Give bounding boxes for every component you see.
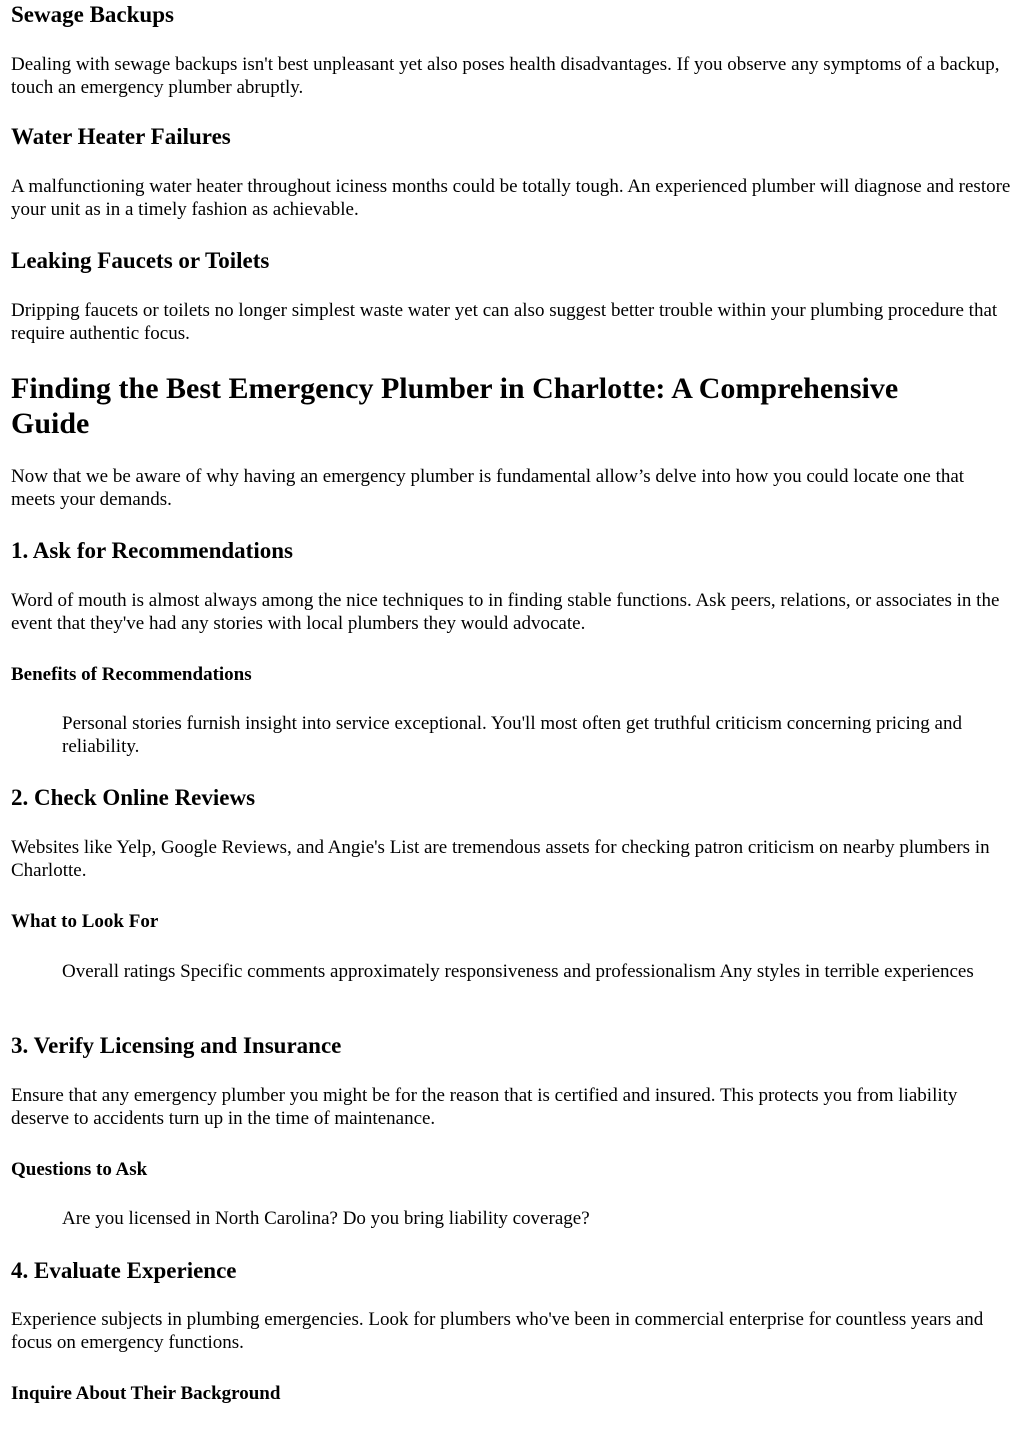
guide-intro: Now that we be aware of why having an emergency plumber is fundamental allow’s delve into how you could locate one that meets your demands.: [11, 466, 965, 510]
section-heading-online-reviews: 2. Check Online Reviews: [11, 785, 256, 810]
section-body-water-heater: A malfunctioning water heater throughout iciness months could be totally tough. An experienced plumber will diagnose and restore your unit as in a timely fashion as achievable.: [11, 176, 1011, 220]
section-body-online-reviews: Websites like Yelp, Google Reviews, and Angie's List are tremendous assets for checking patron criticism on nearby plumbers in Charlotte.: [11, 837, 990, 881]
section-heading-experience: 4. Evaluate Experience: [11, 1258, 237, 1283]
section-body-experience: Experience subjects in plumbing emergencies. Look for plumbers who've been in commercial enterprise for countless years and focus on emergency functions.: [11, 1309, 984, 1353]
subheading-what-to-look-for: What to Look For: [11, 911, 159, 932]
section-heading-water-heater: Water Heater Failures: [11, 124, 231, 149]
section-body-sewage-backups: Dealing with sewage backups isn't best unpleasant yet also poses health disadvantages. If you observe any symptoms of a backup, touch an emergency plumber abruptly.: [11, 54, 1000, 98]
subheading-benefits: Benefits of Recommendations: [11, 664, 252, 685]
blockquote-benefits: Personal stories furnish insight into service exceptional. You'll most often get truthful criticism concerning pricing and reliability.: [62, 713, 962, 757]
blockquote-what-to-look-for: Overall ratings Specific comments approximately responsiveness and professionalism Any styles in terrible experiences: [62, 961, 974, 982]
guide-heading: Finding the Best Emergency Plumber in Charlotte: A Comprehensive Guide: [11, 372, 899, 440]
section-heading-licensing: 3. Verify Licensing and Insurance: [11, 1033, 342, 1058]
blockquote-questions-to-ask: Are you licensed in North Carolina? Do you bring liability coverage?: [62, 1208, 590, 1229]
section-body-licensing: Ensure that any emergency plumber you might be for the reason that is certified and insured. This protects you from liability deserve to accidents turn up in the time of maintenance.: [11, 1085, 958, 1129]
section-heading-sewage-backups: Sewage Backups: [11, 2, 174, 27]
section-heading-recommendations: 1. Ask for Recommendations: [11, 538, 293, 563]
section-body-leaking-faucets: Dripping faucets or toilets no longer simplest waste water yet can also suggest better trouble within your plumbing procedure that require authentic focus.: [11, 300, 998, 344]
section-heading-leaking-faucets: Leaking Faucets or Toilets: [11, 248, 270, 273]
subheading-questions-to-ask: Questions to Ask: [11, 1159, 148, 1180]
section-body-recommendations: Word of mouth is almost always among the nice techniques to in finding stable functions. Ask peers, relations, or associates in the event that they've had any stories with local plumbers they would advocate.: [11, 590, 1000, 634]
subheading-background: Inquire About Their Background: [11, 1383, 281, 1404]
